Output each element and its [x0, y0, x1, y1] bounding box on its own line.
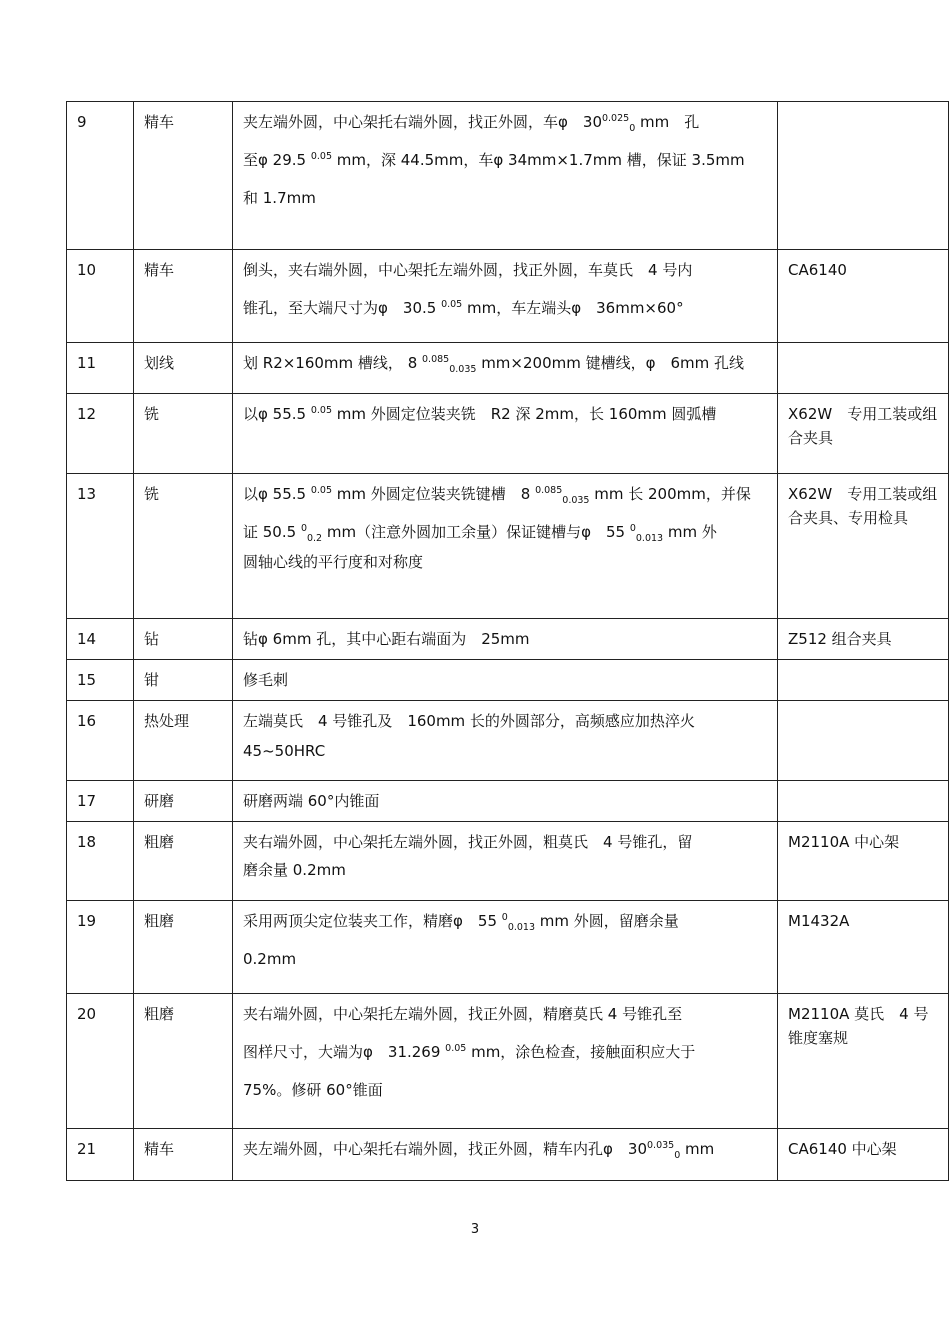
step-name: 划线	[134, 343, 233, 394]
step-name: 粗磨	[134, 901, 233, 994]
table-row	[67, 250, 949, 343]
content-line: 0.2mm	[243, 950, 297, 968]
step-content	[233, 102, 778, 250]
step-content	[233, 394, 778, 474]
content-line: 夹左端外圆，中心架托右端外圆，找正外圆，精车内孔φ $30^{0.035}_0$ mm	[243, 1140, 715, 1161]
step-number: 14	[67, 619, 134, 660]
page-number: 3	[470, 1222, 480, 1237]
step-equipment: X62W 专用工装或组合夹具	[778, 394, 949, 474]
table-row	[67, 701, 949, 781]
table-row	[67, 394, 949, 474]
content-line: 修毛刺	[243, 671, 289, 689]
content-line: 倒头，夹右端外圆，中心架托左端外圆，找正外圆，车莫氏 4 号内	[243, 261, 693, 279]
step-name: 粗磨	[134, 994, 233, 1129]
content-line: 和 1.7mm	[243, 189, 316, 207]
table-row	[67, 474, 949, 619]
step-number: 9	[67, 102, 134, 250]
step-equipment	[778, 343, 949, 394]
content-line: 钻φ 6mm 孔，其中心距右端面为 25mm	[243, 630, 530, 648]
step-content	[233, 822, 778, 901]
step-number: 15	[67, 660, 134, 701]
step-name: 热处理	[134, 701, 233, 781]
content-line: 夹右端外圆，中心架托左端外圆，找正外圆，粗莫氏 4 号锥孔，留	[243, 833, 693, 851]
step-number: 11	[67, 343, 134, 394]
table-row	[67, 102, 949, 250]
content-line: 左端莫氏 4 号锥孔及 160mm 长的外圆部分，高频感应加热淬火	[243, 712, 695, 730]
step-content	[233, 701, 778, 781]
content-line: 夹左端外圆，中心架托右端外圆，找正外圆，车φ $30^{0.025}_0$ mm 孔	[243, 113, 700, 134]
step-number: 10	[67, 250, 134, 343]
step-equipment: M2110A 莫氏 4 号锥度塞规	[778, 994, 949, 1129]
step-number: 13	[67, 474, 134, 619]
table-row	[67, 781, 949, 822]
step-name: 粗磨	[134, 822, 233, 901]
step-equipment: M1432A	[778, 901, 949, 994]
step-name: 精车	[134, 250, 233, 343]
step-name: 精车	[134, 102, 233, 250]
content-line: 夹右端外圆，中心架托左端外圆，找正外圆，精磨莫氏 4 号锥孔至	[243, 1005, 683, 1023]
content-line: 以φ 55.5 $^{0.05}$ mm 外圆定位装夹铣 R2 深 2mm，长 160mm 圆弧槽	[243, 405, 717, 423]
content-line: 至φ 29.5 $^{0.05}$ mm，深 44.5mm，车φ 34mm×1.7mm 槽，保证 3.5mm	[243, 151, 745, 169]
content-line: 圆轴心线的平行度和对称度	[243, 553, 424, 571]
step-number: 21	[67, 1129, 134, 1181]
content-line: 以φ 55.5 $^{0.05}$ mm 外圆定位装夹铣键槽 8 $^{0.085}_{0.035}$ mm 长 200mm，并保	[243, 485, 751, 506]
table-row	[67, 660, 949, 701]
table-row	[67, 822, 949, 901]
step-equipment	[778, 701, 949, 781]
step-equipment	[778, 660, 949, 701]
step-content	[233, 250, 778, 343]
table-row	[67, 994, 949, 1129]
content-line: 研磨两端 60°内锥面	[243, 792, 380, 810]
step-equipment: CA6140 中心架	[778, 1129, 949, 1181]
step-content	[233, 1129, 778, 1181]
step-number: 20	[67, 994, 134, 1129]
step-name: 精车	[134, 1129, 233, 1181]
step-equipment	[778, 781, 949, 822]
step-number: 19	[67, 901, 134, 994]
step-content	[233, 994, 778, 1129]
content-line: 锥孔，至大端尺寸为φ 30.5 $^{0.05}$ mm，车左端头φ 36mm×60°	[243, 299, 684, 317]
content-line: 划 R2×160mm 槽线， 8 $^{0.085}_{0.035}$ mm×200mm 键槽线，φ 6mm 孔线	[243, 354, 745, 375]
content-line: 采用两顶尖定位装夹工作，精磨φ 55 $^0_{0.013}$ mm 外圆，留磨余量	[243, 912, 679, 933]
table-row	[67, 901, 949, 994]
step-equipment: Z512 组合夹具	[778, 619, 949, 660]
step-equipment	[778, 102, 949, 250]
step-equipment: M2110A 中心架	[778, 822, 949, 901]
content-line: 75%。修研 60°锥面	[243, 1081, 383, 1099]
process-table	[66, 101, 949, 1181]
table-row	[67, 619, 949, 660]
step-name: 钻	[134, 619, 233, 660]
table-row	[67, 343, 949, 394]
content-line: 图样尺寸，大端为φ 31.269 $^{0.05}$ mm，涂色检查，接触面积应大于	[243, 1043, 696, 1061]
table-row	[67, 1129, 949, 1181]
step-number: 17	[67, 781, 134, 822]
step-number: 18	[67, 822, 134, 901]
step-content	[233, 343, 778, 394]
step-content	[233, 660, 778, 701]
content-line: 45~50HRC	[243, 742, 326, 760]
step-number: 12	[67, 394, 134, 474]
step-content	[233, 781, 778, 822]
step-equipment: CA6140	[778, 250, 949, 343]
step-name: 铣	[134, 474, 233, 619]
content-line: 证 50.5 $^0_{0.2}$ mm（注意外圆加工余量）保证键槽与φ 55 $^0_{0.013}$ mm 外	[243, 523, 717, 544]
content-line: 磨余量 0.2mm	[243, 861, 346, 879]
step-name: 研磨	[134, 781, 233, 822]
step-number: 16	[67, 701, 134, 781]
step-name: 钳	[134, 660, 233, 701]
step-content	[233, 474, 778, 619]
step-name: 铣	[134, 394, 233, 474]
step-content	[233, 901, 778, 994]
step-equipment: X62W 专用工装或组合夹具、专用检具	[778, 474, 949, 619]
step-content	[233, 619, 778, 660]
